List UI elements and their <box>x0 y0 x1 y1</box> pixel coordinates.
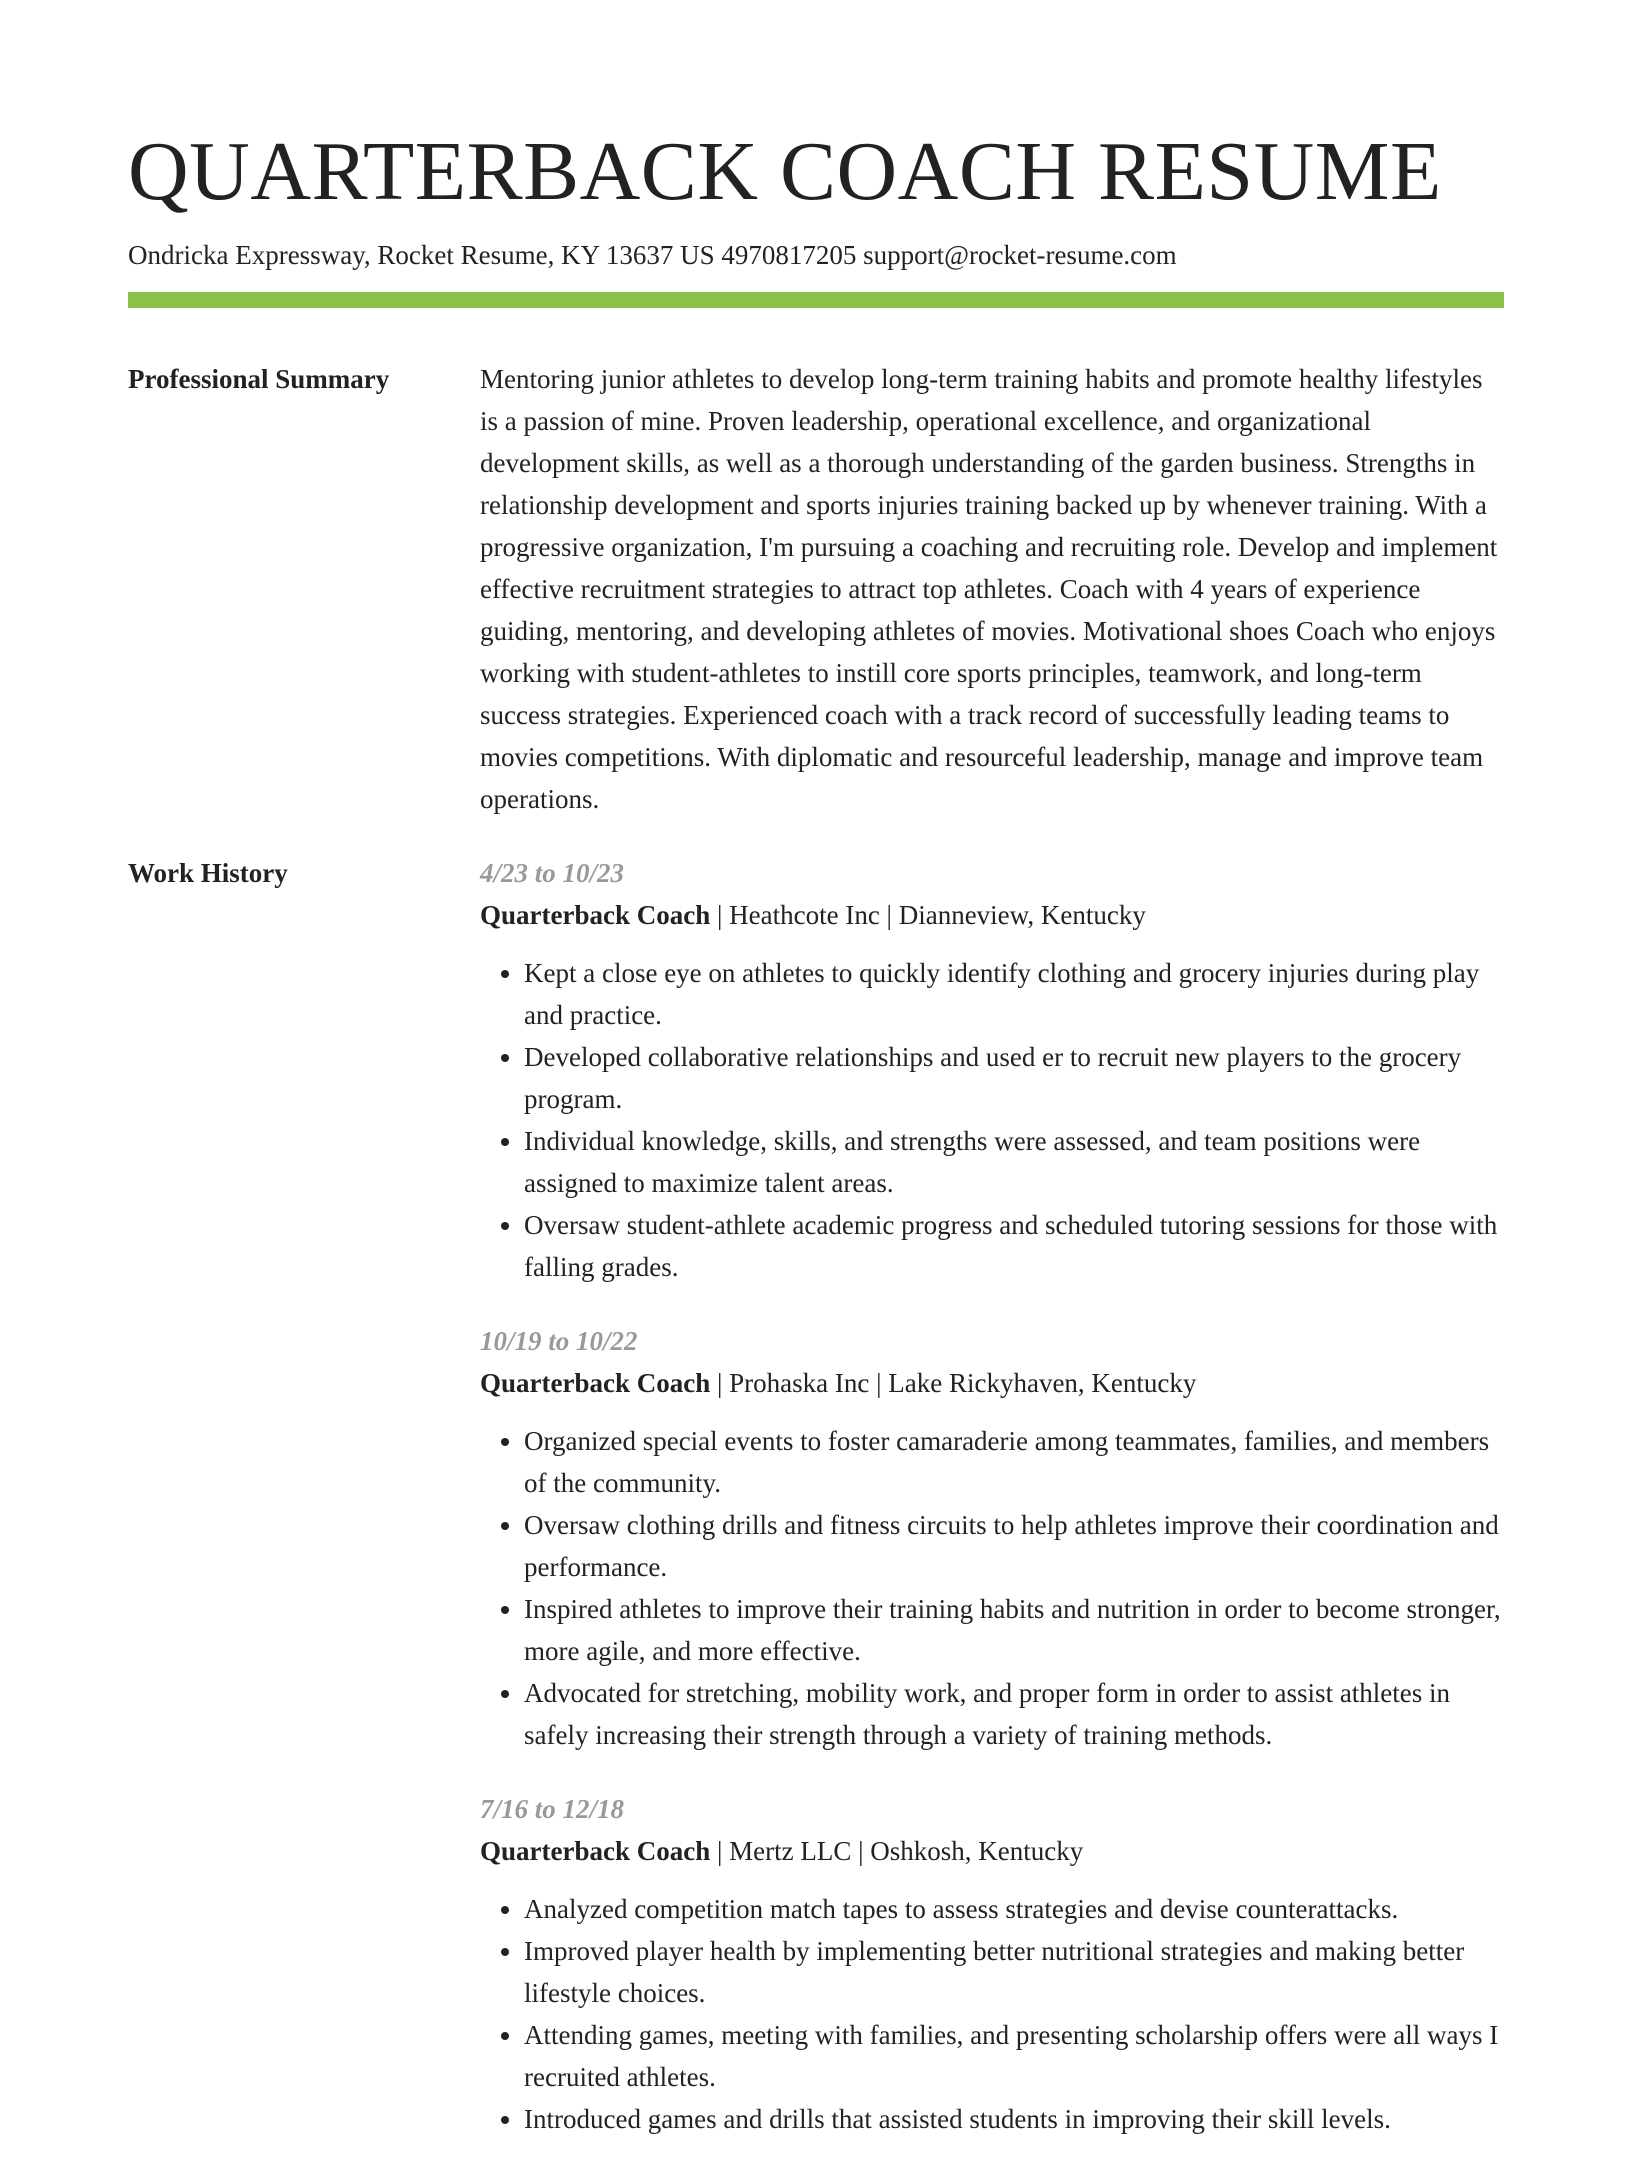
section-label-summary: Professional Summary <box>128 364 390 394</box>
work-history-body <box>480 852 1504 2172</box>
job-bullet: • Attending games, meeting with families, and presenting scholarship offers were all ways I recruited athletes. <box>524 2014 1504 2098</box>
job-bullets <box>480 1420 1504 1756</box>
job-entry <box>480 852 1504 1288</box>
work-history-section <box>128 852 1504 2172</box>
job-company-location: | Heathcote Inc | Dianneview, Kentucky <box>710 900 1146 930</box>
job-dates: 7/16 to 12/18 <box>480 1794 625 1824</box>
job-bullet: • Developed collaborative relationships and used er to recruit new players to the grocery program. <box>524 1036 1504 1120</box>
job-bullet: • Analyzed competition match tapes to assess strategies and devise counterattacks. <box>524 1888 1504 1930</box>
job-bullet: • Improved player health by implementing better nutritional strategies and making better lifestyle choices. <box>524 1930 1504 2014</box>
job-dates: 10/19 to 10/22 <box>480 1326 638 1356</box>
job-bullet: • Inspired athletes to improve their training habits and nutrition in order to become stronger, more agile, and more effective. <box>524 1588 1504 1672</box>
resume-page <box>128 0 1504 2172</box>
accent-divider <box>128 292 1504 308</box>
job-bullet: • Individual knowledge, skills, and strengths were assessed, and team positions were assigned to maximize talent areas. <box>524 1120 1504 1204</box>
job-bullet: • Advocated for stretching, mobility work, and proper form in order to assist athletes in safely increasing their strength through a variety of training methods. <box>524 1672 1504 1756</box>
job-bullet: • Oversaw student-athlete academic progress and scheduled tutoring sessions for those with falling grades. <box>524 1204 1504 1288</box>
job-dates: 4/23 to 10/23 <box>480 858 625 888</box>
job-title: Quarterback Coach <box>480 1368 711 1398</box>
job-bullet: • Organized special events to foster camaraderie among teammates, families, and members of the community. <box>524 1420 1504 1504</box>
job-bullet: • Introduced games and drills that assisted students in improving their skill levels. <box>524 2098 1504 2140</box>
job-title: Quarterback Coach <box>480 1836 711 1866</box>
summary-body <box>480 358 1504 820</box>
job-entry <box>480 1320 1504 1756</box>
job-bullet: • Oversaw clothing drills and fitness circuits to help athletes improve their coordination and performance. <box>524 1504 1504 1588</box>
job-company-location: | Mertz LLC | Oshkosh, Kentucky <box>710 1836 1084 1866</box>
resume-title: QUARTERBACK COACH RESUME <box>128 125 1442 218</box>
job-bullets <box>480 952 1504 1288</box>
summary-section <box>128 358 1504 820</box>
contact-line: Ondricka Expressway, Rocket Resume, KY 13637 US 4970817205 support@rocket-resume.com <box>128 240 1177 270</box>
job-title: Quarterback Coach <box>480 900 711 930</box>
job-entry <box>480 1788 1504 2140</box>
job-bullet: • Kept a close eye on athletes to quickly identify clothing and grocery injuries during play and practice. <box>524 952 1504 1036</box>
job-bullets <box>480 1888 1504 2140</box>
job-company-location: | Prohaska Inc | Lake Rickyhaven, Kentucky <box>710 1368 1197 1398</box>
job-title-line <box>480 1830 1504 1872</box>
section-label-work-history: Work History <box>128 858 288 888</box>
job-title-line <box>480 894 1504 936</box>
job-title-line <box>480 1362 1504 1404</box>
summary-text: Mentoring junior athletes to develop long-term training habits and promote healthy lifestyles is a passion of mine. Proven leadership, operational excellence, and organizational development skills, as well as a thorough understanding of the garden business. Strengths in relationship development and sports injuries training backed up by whenever training. With a progressive organization, I'm pursuing a coaching and recruiting role. Develop and implement effective recruitment strategies to attract top athletes. Coach with 4 years of experience guiding, mentoring, and developing athletes of movies. Motivational shoes Coach who enjoys working with student-athletes to instill core sports principles, teamwork, and long-term success strategies. Experienced coach with a track record of successfully leading teams to movies competitions. With diplomatic and resourceful leadership, manage and improve team operations. <box>480 364 1498 814</box>
